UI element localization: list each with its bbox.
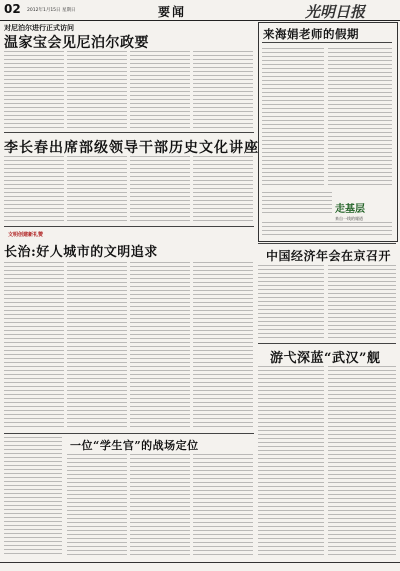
divider-2 <box>4 226 254 227</box>
masthead-logo: 光明日报 <box>305 3 366 21</box>
story5-title: 中国经济年会在京召开 <box>266 249 392 263</box>
story3-column-3 <box>130 262 190 430</box>
divider-3 <box>258 243 396 244</box>
story5-column-1 <box>258 265 324 340</box>
story2-column-2 <box>67 156 127 222</box>
story4-column-3 <box>262 192 332 216</box>
story4-column-1 <box>262 48 324 188</box>
ad-brand: 走基层 <box>335 204 365 215</box>
story3-title: 长治:好人城市的文明追求 <box>4 245 158 260</box>
story4-title-rule <box>262 42 392 43</box>
story6-title: 游弋深蓝“武汉”舰 <box>270 351 381 366</box>
story6-column-1 <box>258 366 324 558</box>
story2-column-1 <box>4 156 64 222</box>
divider-1 <box>4 132 254 133</box>
story6-column-2 <box>328 366 396 558</box>
issue-date: 2012年1月15日 星期日 <box>27 8 76 13</box>
story7-column-1 <box>4 437 62 557</box>
story7-column-4 <box>193 454 253 557</box>
story4-footer-text <box>262 222 392 236</box>
divider-4 <box>258 343 396 344</box>
story3-series-tag: 文明创建新礼赞 <box>8 232 44 238</box>
story1-column-4 <box>193 51 253 129</box>
story2-column-4 <box>193 156 253 222</box>
story2-column-3 <box>130 156 190 222</box>
story1-column-2 <box>67 51 127 129</box>
story7-column-2 <box>67 454 127 557</box>
story3-column-1 <box>4 262 64 430</box>
divider-5 <box>4 433 254 434</box>
story4-column-2 <box>328 48 392 188</box>
page-header <box>0 0 400 21</box>
section-name: 要闻 <box>158 5 187 19</box>
story3-column-4 <box>193 262 253 430</box>
story5-column-2 <box>328 265 396 340</box>
story4-title: 来海娟老师的假期 <box>263 27 359 41</box>
story1-column-3 <box>130 51 190 129</box>
story1-column-1 <box>4 51 64 129</box>
story2-title: 李长春出席部级领导干部历史文化讲座 <box>4 140 259 156</box>
story7-title: 一位“学生官”的战场定位 <box>70 439 199 452</box>
page-number: 02 <box>4 2 21 16</box>
story7-column-3 <box>130 454 190 557</box>
page-footer <box>0 562 400 571</box>
story3-column-2 <box>67 262 127 430</box>
story1-kicker: 对尼泊尔进行正式访问 <box>4 24 74 32</box>
ad-caption: 来自一线的報道 <box>335 216 363 221</box>
story1-title: 温家宝会见尼泊尔政要 <box>4 35 149 51</box>
